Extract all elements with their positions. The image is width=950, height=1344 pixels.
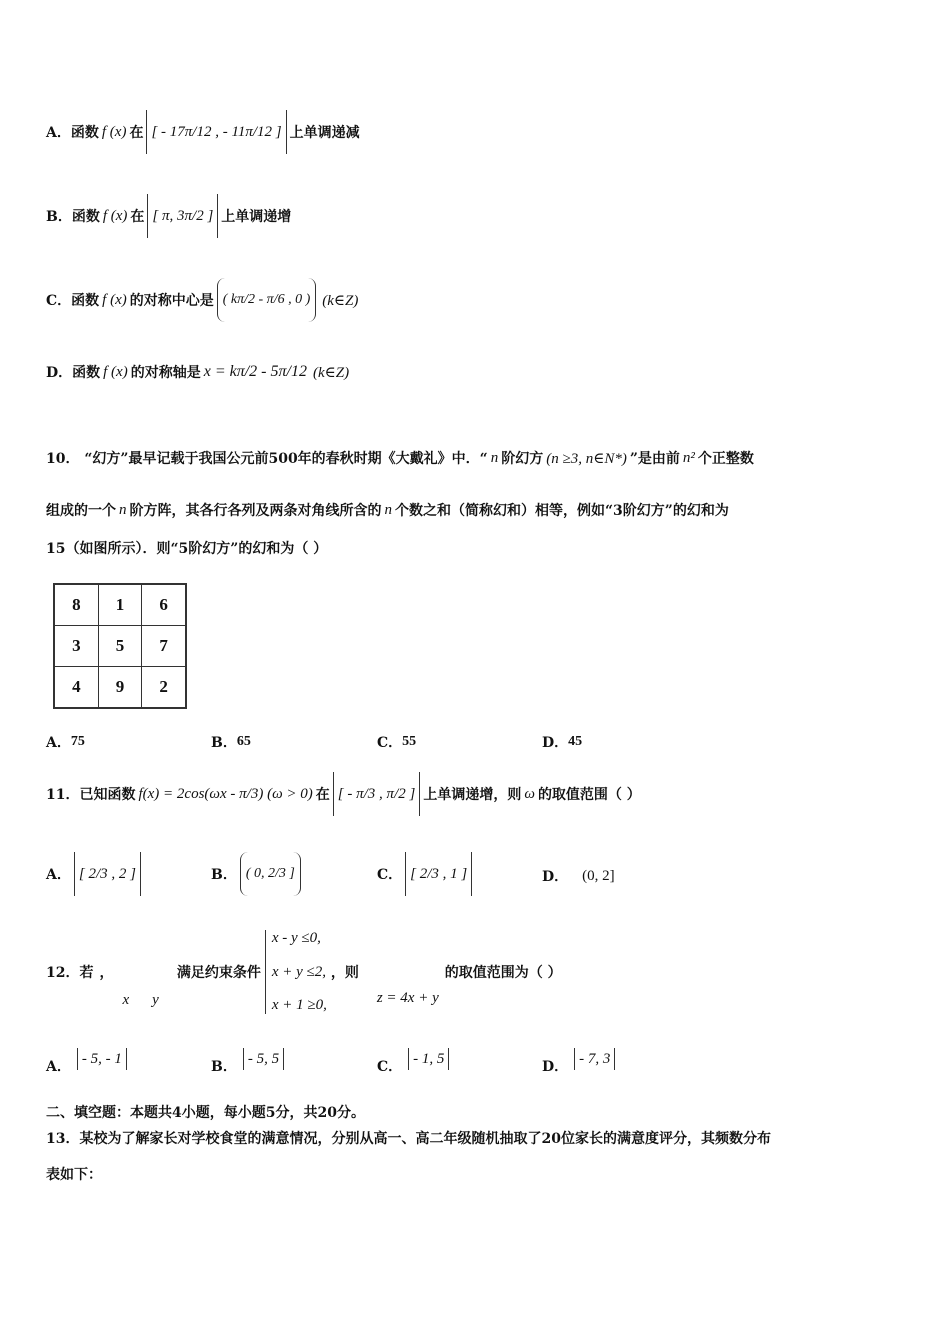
q9-option-c[interactable] xyxy=(46,278,361,322)
q12-option-b[interactable] xyxy=(211,1042,284,1076)
q11-option-d[interactable] xyxy=(542,866,618,886)
q12-option-a[interactable] xyxy=(46,1042,127,1076)
option-label: B． xyxy=(211,867,237,883)
option-value: - 5, 5 xyxy=(243,1048,284,1070)
q12-c2: x + y ≤2, xyxy=(271,963,326,980)
option-label: B． xyxy=(211,735,237,751)
q9-option-d[interactable] xyxy=(46,362,352,382)
option-label: C． xyxy=(377,1059,403,1075)
q9-b-suffix: 上单调递增 xyxy=(221,209,292,225)
q10-option-c[interactable] xyxy=(377,732,416,752)
q11-func: f(x) = 2cos(ωx - π/3) (ω > 0) xyxy=(138,785,313,802)
q10-line1n: n xyxy=(490,449,499,466)
q12-y: y xyxy=(152,991,159,1008)
q12-then: ，则 xyxy=(330,965,359,981)
q9-option-a[interactable] xyxy=(46,110,360,154)
option-label: A． xyxy=(46,735,71,751)
q9-d-mid: 的对称轴是 xyxy=(130,365,201,381)
grid-cell: 1 xyxy=(98,584,142,626)
q12-option-c[interactable] xyxy=(377,1042,449,1076)
q9-c-expr: ( kπ/2 - π/6 , 0 ) xyxy=(217,278,317,322)
q10-line-1 xyxy=(46,448,754,468)
q9-c-label: C．函数 xyxy=(46,293,100,309)
q9-d-fx: f (x) xyxy=(103,363,128,380)
q10-line1sq: n² xyxy=(682,449,695,466)
q12-tail: 的取值范围为（ ） xyxy=(444,965,562,981)
q11-prefix: 11．已知函数 xyxy=(46,787,136,803)
q9-a-in: 在 xyxy=(129,125,144,141)
option-value: [ 2/3 , 2 ] xyxy=(74,852,141,896)
q10-line2c: 个数之和（简称幻和）相等，例如“3阶幻方”的幻和为 xyxy=(395,503,729,519)
q12-mid: 满足约束条件 xyxy=(176,965,261,981)
q9-a-interval: [ - 17π/12 , - 11π/12 ] xyxy=(146,110,286,154)
option-label: D． xyxy=(542,735,569,751)
option-label: A． xyxy=(46,867,71,883)
option-value: - 1, 5 xyxy=(408,1048,449,1070)
option-label: D． xyxy=(542,869,569,885)
grid-cell: 3 xyxy=(54,626,98,667)
q9-c-cond: (k∈Z) xyxy=(322,292,359,309)
q9-a-fx: f (x) xyxy=(101,123,127,140)
q11-tail: 的取值范围（ ） xyxy=(537,787,641,803)
q10-line1a: 10． “幻方”最早记载于我国公元前500年的春秋时期《大戴礼》中．“ xyxy=(46,451,488,467)
q13-line-1: 13．某校为了解家长对学校食堂的满意情况，分别从高一、高二年级随机抽取了20位家长的满意度评分，其频数分布 xyxy=(46,1131,771,1147)
grid-cell: 5 xyxy=(98,626,142,667)
q12-c3: x + 1 ≥0, xyxy=(271,997,327,1013)
q12-option-d[interactable] xyxy=(542,1042,615,1076)
option-label: A． xyxy=(46,1059,71,1075)
q12-c1: x - y ≤0, xyxy=(271,930,321,946)
q9-d-label: D．函数 xyxy=(46,365,101,381)
q9-c-fx: f (x) xyxy=(102,291,127,308)
q11-in: 在 xyxy=(315,787,330,803)
option-value: ( 0, 2/3 ] xyxy=(240,852,301,896)
q12-prefix: 12．若 xyxy=(46,965,94,981)
q9-b-fx: f (x) xyxy=(102,207,128,224)
option-label: C． xyxy=(377,735,403,751)
q9-b-in: 在 xyxy=(130,209,145,225)
q9-a-label: A．函数 xyxy=(46,125,99,141)
q12-z: z = 4x + y xyxy=(376,989,439,1006)
q11-interval: [ - π/3 , π/2 ] xyxy=(333,772,421,816)
grid-cell: 6 xyxy=(142,584,186,626)
option-value: [ 2/3 , 1 ] xyxy=(405,852,472,896)
q9-c-mid: 的对称中心是 xyxy=(129,293,214,309)
q11-stem xyxy=(46,772,641,816)
grid-cell: 2 xyxy=(142,667,186,709)
q11-omega: ω xyxy=(524,785,535,802)
q11-suffix: 上单调递增，则 xyxy=(423,787,522,803)
q12-constraints xyxy=(265,930,327,1014)
option-label: B． xyxy=(211,1059,237,1075)
q9-b-label: B．函数 xyxy=(46,209,100,225)
q10-line2n: n xyxy=(119,501,127,518)
q9-option-b[interactable] xyxy=(46,194,291,238)
q10-line2n2: n xyxy=(384,501,392,518)
q10-line-3: 15（如图所示）．则“5阶幻方”的幻和为（ ） xyxy=(46,541,328,557)
grid-cell: 7 xyxy=(142,626,186,667)
q10-line2b: 阶方阵，其各行各列及两条对角线所含的 xyxy=(129,503,382,519)
q10-line1c: ”是由前 xyxy=(629,451,680,467)
option-value: 75 xyxy=(70,734,85,749)
q11-option-a[interactable] xyxy=(46,852,144,896)
q9-d-expr: x = kπ/2 - 5π/12 xyxy=(203,363,307,380)
q10-line-2 xyxy=(46,500,729,520)
section-2-heading: 二、填空题：本题共4小题，每小题5分，共20分。 xyxy=(46,1105,365,1121)
q10-line1d: 个正整数 xyxy=(697,451,754,467)
option-value: (0, 2] xyxy=(582,867,615,884)
q12-stem xyxy=(46,930,562,1014)
q13-line-2: 表如下： xyxy=(46,1167,102,1183)
q10-line2a: 组成的一个 xyxy=(46,503,116,519)
q11-option-b[interactable] xyxy=(211,852,304,896)
q12-x: x xyxy=(122,991,130,1008)
grid-cell: 9 xyxy=(98,667,142,709)
q10-option-b[interactable] xyxy=(211,732,251,752)
q9-b-interval: [ π, 3π/2 ] xyxy=(147,194,218,238)
option-label: C． xyxy=(377,867,403,883)
option-value: 45 xyxy=(568,734,583,749)
q10-option-d[interactable] xyxy=(542,732,582,752)
q10-line1cond: (n ≥3, n∈N*) xyxy=(546,450,627,467)
option-value: - 7, 3 xyxy=(574,1048,615,1070)
grid-cell: 8 xyxy=(54,584,98,626)
option-value: 55 xyxy=(402,734,417,749)
option-value: 65 xyxy=(236,734,251,749)
q11-option-c[interactable] xyxy=(377,852,475,896)
q10-option-a[interactable] xyxy=(46,732,85,752)
q10-line1b: 阶幻方 xyxy=(501,451,544,467)
magic-square-grid xyxy=(53,583,187,709)
q9-a-suffix: 上单调递减 xyxy=(289,125,360,141)
option-value: - 5, - 1 xyxy=(77,1048,127,1070)
q9-d-cond: (k∈Z) xyxy=(312,364,350,381)
q12-sep: ， xyxy=(99,965,114,981)
grid-cell: 4 xyxy=(54,667,98,709)
option-label: D． xyxy=(542,1059,569,1075)
